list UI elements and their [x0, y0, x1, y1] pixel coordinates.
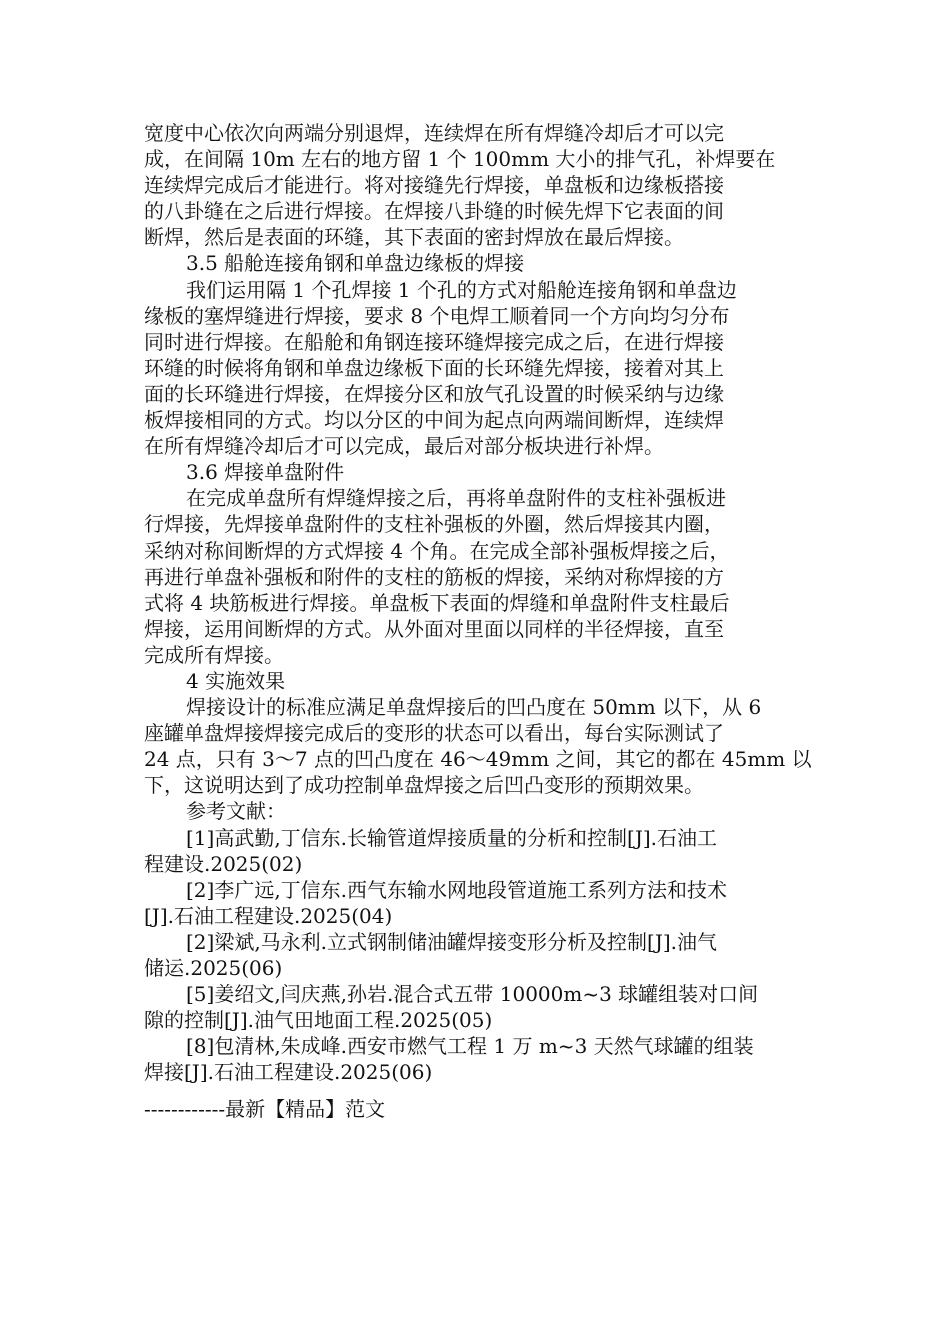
- text-line: 在所有焊缝冷却后才可以完成，最后对部分板块进行补焊。: [144, 434, 664, 459]
- text-line: 焊接[J].石油工程建设.2025(06): [144, 1060, 433, 1085]
- text-line: 式将 4 块筋板进行焊接。单盘板下表面的焊缝和单盘附件支柱最后: [144, 590, 730, 615]
- text-line: 成，在间隔 10m 左右的地方留 1 个 100mm 大小的排气孔，补焊要在: [144, 147, 776, 172]
- text-line: 同时进行焊接。在船舱和角钢连接环缝焊接完成之后，在进行焊接: [144, 329, 724, 354]
- text-line: 缘板的塞焊缝进行焊接，要求 8 个电焊工顺着同一个方向均匀分布: [144, 303, 730, 328]
- text-line: 4 实施效果: [186, 668, 286, 693]
- text-line: 24 点，只有 3～7 点的凹凸度在 46～49mm 之间，其它的都在 45mm 以: [144, 747, 812, 772]
- text-line: 再进行单盘补强板和附件的支柱的筋板的焊接，采纳对称焊接的方: [144, 564, 724, 589]
- text-line: 焊接，运用间断焊的方式。从外面对里面以同样的半径焊接，直至: [144, 616, 724, 641]
- text-line: 隙的控制[J].油气田地面工程.2025(05): [144, 1008, 493, 1033]
- text-line: 断焊，然后是表面的环缝，其下表面的密封焊放在最后焊接。: [144, 225, 684, 250]
- text-line: 程建设.2025(02): [144, 851, 303, 876]
- text-line: 环缝的时候将角钢和单盘边缘板下面的长环缝先焊接，接着对其上: [144, 355, 724, 380]
- text-line: [2]李广远,丁信东.西气东输水网地段管道施工系列方法和技术: [186, 877, 728, 902]
- text-line: [8]包清林,朱成峰.西安市燃气工程 1 万 m~3 天然气球罐的组装: [186, 1034, 754, 1059]
- text-line: 我们运用隔 1 个孔焊接 1 个孔的方式对船舱连接角钢和单盘边: [186, 277, 737, 302]
- text-line: 完成所有焊接。: [144, 642, 284, 667]
- document-body: [144, 120, 810, 1085]
- text-line: 的八卦缝在之后进行焊接。在焊接八卦缝的时候先焊下它表面的间: [144, 199, 724, 224]
- text-line: 采纳对称间断焊的方式焊接 4 个角。在完成全部补强板焊接之后，: [144, 538, 730, 563]
- text-line: 下，这说明达到了成功控制单盘焊接之后凹凸变形的预期效果。: [144, 773, 704, 798]
- text-line: [1]高武勤,丁信东.长输管道焊接质量的分析和控制[J].石油工: [186, 825, 718, 850]
- text-line: 在完成单盘所有焊缝焊接之后，再将单盘附件的支柱补强板进: [186, 486, 726, 511]
- text-line: 参考文献：: [186, 799, 286, 824]
- text-line: [2]梁斌,马永利.立式钢制储油罐焊接变形分析及控制[J].油气: [186, 929, 718, 954]
- text-line: 宽度中心依次向两端分别退焊，连续焊在所有焊缝冷却后才可以完: [144, 121, 724, 145]
- text-line: 3.5 船舱连接角钢和单盘边缘板的焊接: [186, 251, 525, 276]
- text-line: 面的长环缝进行焊接，在焊接分区和放气孔设置的时候采纳与边缘: [144, 381, 724, 406]
- text-line: 焊接设计的标准应满足单盘焊接后的凹凸度在 50mm 以下，从 6: [186, 695, 762, 720]
- page-footer: ------------最新【精品】范文: [144, 1097, 386, 1121]
- text-line: 板焊接相同的方式。均以分区的中间为起点向两端间断焊，连续焊: [144, 408, 724, 433]
- text-line: 3.6 焊接单盘附件: [186, 460, 345, 485]
- text-line: [5]姜绍文,闫庆燕,孙岩.混合式五带 10000m~3 球罐组装对口间: [186, 982, 759, 1007]
- text-line: 座罐单盘焊接焊接完成后的变形的状态可以看出，每台实际测试了: [144, 721, 724, 746]
- text-line: 连续焊完成后才能进行。将对接缝先行焊接，单盘板和边缘板搭接: [144, 173, 724, 198]
- text-line: 储运.2025(06): [144, 956, 283, 980]
- text-line: [J].石油工程建设.2025(04): [144, 903, 393, 928]
- text-line: 行焊接，先焊接单盘附件的支柱补强板的外圈，然后焊接其内圈，: [144, 512, 724, 537]
